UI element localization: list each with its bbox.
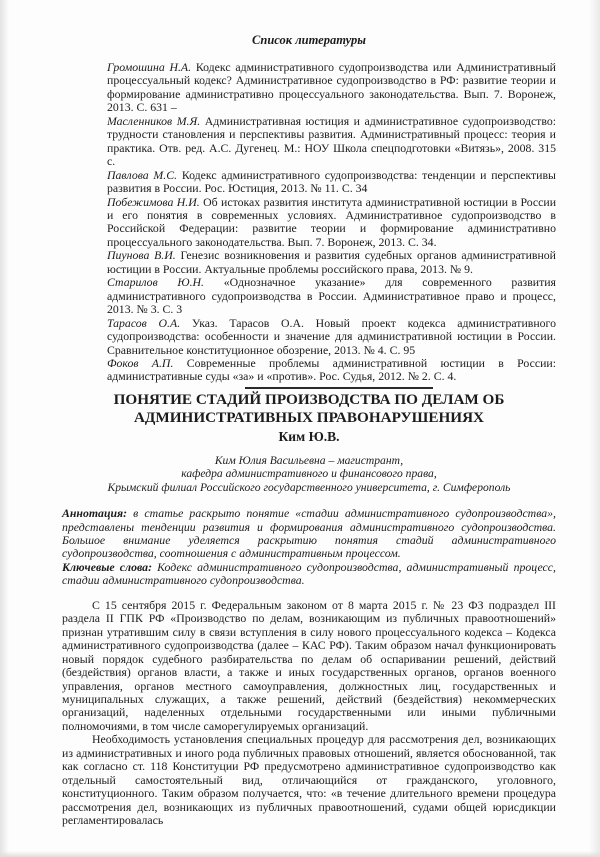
- reference-text: Кодекс административного судопроизводства: тенденции и перспективы развития в России. Рос. Юстиция, 2013. № 11. С. 34: [107, 167, 556, 196]
- reference-entry: [107, 196, 556, 250]
- body-paragraph: С 15 сентября 2015 г. Федеральным законом от 8 марта 2015 г. № 23 ФЗ подраздел III раздела II ГПК РФ «Производство по делам, возникающим из публичных правоотношений» признан утратившим силу в связи вступления в силу нового процессуального кодекса – Кодекса административного судопроизводства (далее – КАС РФ). Таким образом начал функционировать новый порядок судебного разбирательства по делам об оспаривании решений, действий (бездействия) органов власти, а также и иных государственных органов, органов военного управления, органов местного самоуправления, должностных лиц, государственных и муниципальных служащих, а также решений, действий (бездействия) некоммерческих организаций, наделенных отдельными государственными или иными публичными полномочиями, в том числе саморегулируемых организаций.: [62, 597, 556, 733]
- scan-edge-bottom: [0, 851, 600, 857]
- reference-author: Пиунова В.И.: [107, 248, 176, 263]
- reference-author: Фоков А.П.: [107, 355, 174, 370]
- keywords-text: Кодекс административного судопроизводства, административный процесс, стадии административного судопроизводства.: [62, 559, 556, 588]
- affiliation-line: кафедра административного и финансового права,: [181, 467, 437, 481]
- reference-text: Административная юстиция и административное судопроизводство: трудности становления и перспективы развития. Административный процесс: теория и практика. Отв. ред. А.С. Дугенец. М.: НОУ Школа спецподготовки «Витязь», 2008. 315 с.: [107, 113, 557, 169]
- reference-author: Старилов Ю.Н.: [107, 275, 204, 290]
- keywords-block: [62, 561, 556, 588]
- reference-author: Масленников М.Я.: [107, 113, 201, 128]
- references-list: [107, 61, 556, 384]
- affiliation-line: Крымский филиал Российского государственного университета, г. Симферополь: [107, 480, 511, 494]
- reference-text: «Однозначное указание» для современного развития административного судопроизводства в России. Административное право и процесс, 2013. № 3. С. 3: [107, 275, 556, 317]
- references-heading: Список литературы: [252, 33, 366, 47]
- reference-text: Генезис возникновения и развития судебных органов административной юстиции в России. Актуальные проблемы российского права, 2013. № 9.: [107, 248, 556, 276]
- reference-text: Указ. Тарасов О.А. Новый проект кодекса административного судопроизводства: особенности и значение для административной юстиции в России. Сравнительное конституционное обозрение, 2013. № 4. С. 95: [107, 315, 556, 357]
- article-title: ПОНЯТИЕ СТАДИЙ ПРОИЗВОДСТВА ПО ДЕЛАМ ОБ АДМИНИСТРАТИВНЫХ ПРАВОНАРУШЕНИЯХ: [113, 390, 505, 427]
- abstract-text: в статье раскрыто понятие «стадии административного судопроизводства», представлены тенденции развития и формирования административного судопроизводства. Большое внимание уделяется раскрытию понятия стадий административного судопроизводства, соотношения с административным процессом.: [62, 506, 556, 561]
- scan-edge-left: [0, 0, 9, 857]
- affiliation-line: Ким Юлия Васильевна – магистрант,: [214, 453, 404, 467]
- abstract-label: Аннотация:: [62, 506, 128, 521]
- page-content: [62, 33, 556, 828]
- body-paragraph: Необходимость установления специальных процедур для рассмотрения дел, возникающих из административных и иного рода публичных правовых отношений, является обоснованной, так как согласно ст. 118 Конституции РФ предусмотрено административное судопроизводство как отдельный самостоятельный вид, отличающийся от гражданского, уголовного, конституционного. Таким образом получается, что: «в течение длительного времени процедура рассмотрения дел, возникающих из публичных правоотношений, судами общей юрисдикции регламентировалась: [62, 732, 556, 828]
- reference-text: Кодекс административного судопроизводства или Административный процессуальный кодекс? Административное судопроизводство в РФ: развитие теории и формирование административно процессуального законодательства. Вып. 7. Воронеж, 2013. С. 631 –: [107, 60, 556, 115]
- separator-rule: [245, 387, 433, 389]
- reference-text: Современные проблемы административной юстиции в России: административные суды «за» и «против». Рос. Судья, 2012. № 2. С. 4.: [107, 355, 556, 384]
- keywords-label: Ключевые слова:: [62, 559, 152, 574]
- reference-text: Об истоках развития института административной юстиции в России и его понятия в современных условиях. Административное судопроизводство в Российской Федерации: развитие теории и формирование административно процессуального законодательства. Вып. 7. Воронеж, 2013. С. 34.: [107, 194, 557, 249]
- reference-entry: [107, 115, 556, 169]
- article-body: [62, 599, 556, 828]
- reference-entry: [107, 276, 556, 316]
- reference-author: Побежимова Н.И.: [107, 194, 200, 209]
- reference-entry: [107, 317, 556, 357]
- scan-edge-right: [589, 0, 600, 857]
- reference-entry: [107, 169, 556, 196]
- reference-entry: [107, 249, 556, 276]
- reference-author: Громошина Н.А.: [107, 60, 192, 74]
- article-author: Ким Ю.В.: [278, 428, 340, 444]
- abstract-block: [62, 507, 556, 561]
- reference-entry: [107, 61, 556, 115]
- affiliation-block: [62, 454, 556, 494]
- reference-entry: [107, 357, 556, 384]
- reference-author: Павлова М.С.: [107, 167, 178, 182]
- reference-author: Тарасов О.А.: [107, 315, 181, 330]
